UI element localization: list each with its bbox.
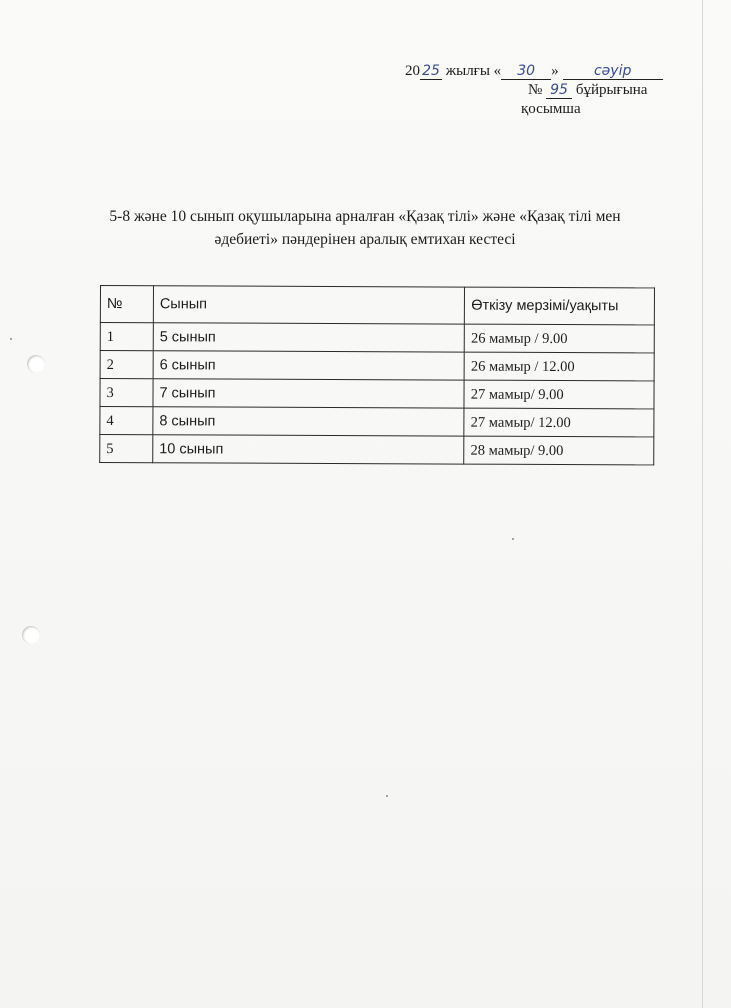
- row-class: 5 сынып: [153, 323, 464, 352]
- table-row: [100, 351, 654, 381]
- row-class: 10 сынып: [153, 435, 464, 464]
- punch-hole-top: [27, 355, 45, 373]
- order-date-line: [405, 62, 685, 81]
- punch-hole-bottom: [22, 626, 40, 644]
- number-label: №: [528, 82, 543, 98]
- day-handwritten: 30: [517, 63, 536, 79]
- year-prefix: 20: [405, 63, 420, 79]
- row-number: 5: [100, 435, 153, 463]
- row-number: 1: [100, 323, 153, 351]
- header-number: №: [100, 286, 153, 323]
- row-class: 8 сынып: [153, 407, 464, 436]
- exam-schedule-table: [99, 285, 655, 465]
- row-number: 4: [100, 407, 153, 435]
- order-number-line: [405, 81, 685, 100]
- month-handwritten: сәуір: [593, 63, 632, 79]
- appendix-line: [405, 100, 685, 119]
- table-row: [100, 435, 654, 465]
- scan-speck: [512, 538, 514, 540]
- row-class: 6 сынып: [153, 351, 464, 380]
- row-time: 28 мамыр/ 9.00: [464, 436, 654, 465]
- row-class: 7 сынып: [153, 379, 464, 408]
- table-row: [100, 379, 654, 409]
- year-suffix: жылғы «: [445, 63, 502, 79]
- row-time: 27 мамыр/ 12.00: [464, 408, 654, 437]
- row-time: 26 мамыр / 12.00: [464, 352, 654, 381]
- title-line-1: 5-8 және 10 сынып оқушыларына арналған «Қазақ тілі» және «Қазақ тілі мен: [109, 208, 621, 225]
- row-time: 26 мамыр / 9.00: [465, 324, 655, 353]
- month-blank: [563, 64, 663, 80]
- table-row: [100, 323, 654, 353]
- row-number: 2: [100, 351, 153, 379]
- scan-speck: [386, 795, 388, 797]
- title-line-2: әдебиеті» пәндерінен аралық емтихан кестесі: [214, 231, 516, 248]
- table-row: [100, 407, 654, 437]
- scan-speck: [10, 338, 12, 340]
- day-close-quote: »: [551, 63, 559, 79]
- row-number: 3: [100, 379, 153, 407]
- appendix-label: қосымша: [521, 101, 581, 117]
- document-title: [60, 205, 670, 251]
- number-handwritten: 95: [550, 82, 568, 98]
- year-handwritten: 25: [422, 63, 440, 79]
- year-blank: [420, 64, 442, 80]
- row-time: 27 мамыр/ 9.00: [464, 380, 654, 409]
- header-class: Сынып: [153, 286, 465, 324]
- day-blank: [501, 64, 551, 80]
- order-appendix-header: [405, 62, 685, 119]
- header-time: Өткізу мерзімі/уақыты: [465, 287, 655, 325]
- order-label: бұйрығына: [575, 82, 648, 98]
- table-header-row: [100, 286, 654, 325]
- paper-edge: [702, 0, 703, 1008]
- number-blank: [546, 83, 572, 99]
